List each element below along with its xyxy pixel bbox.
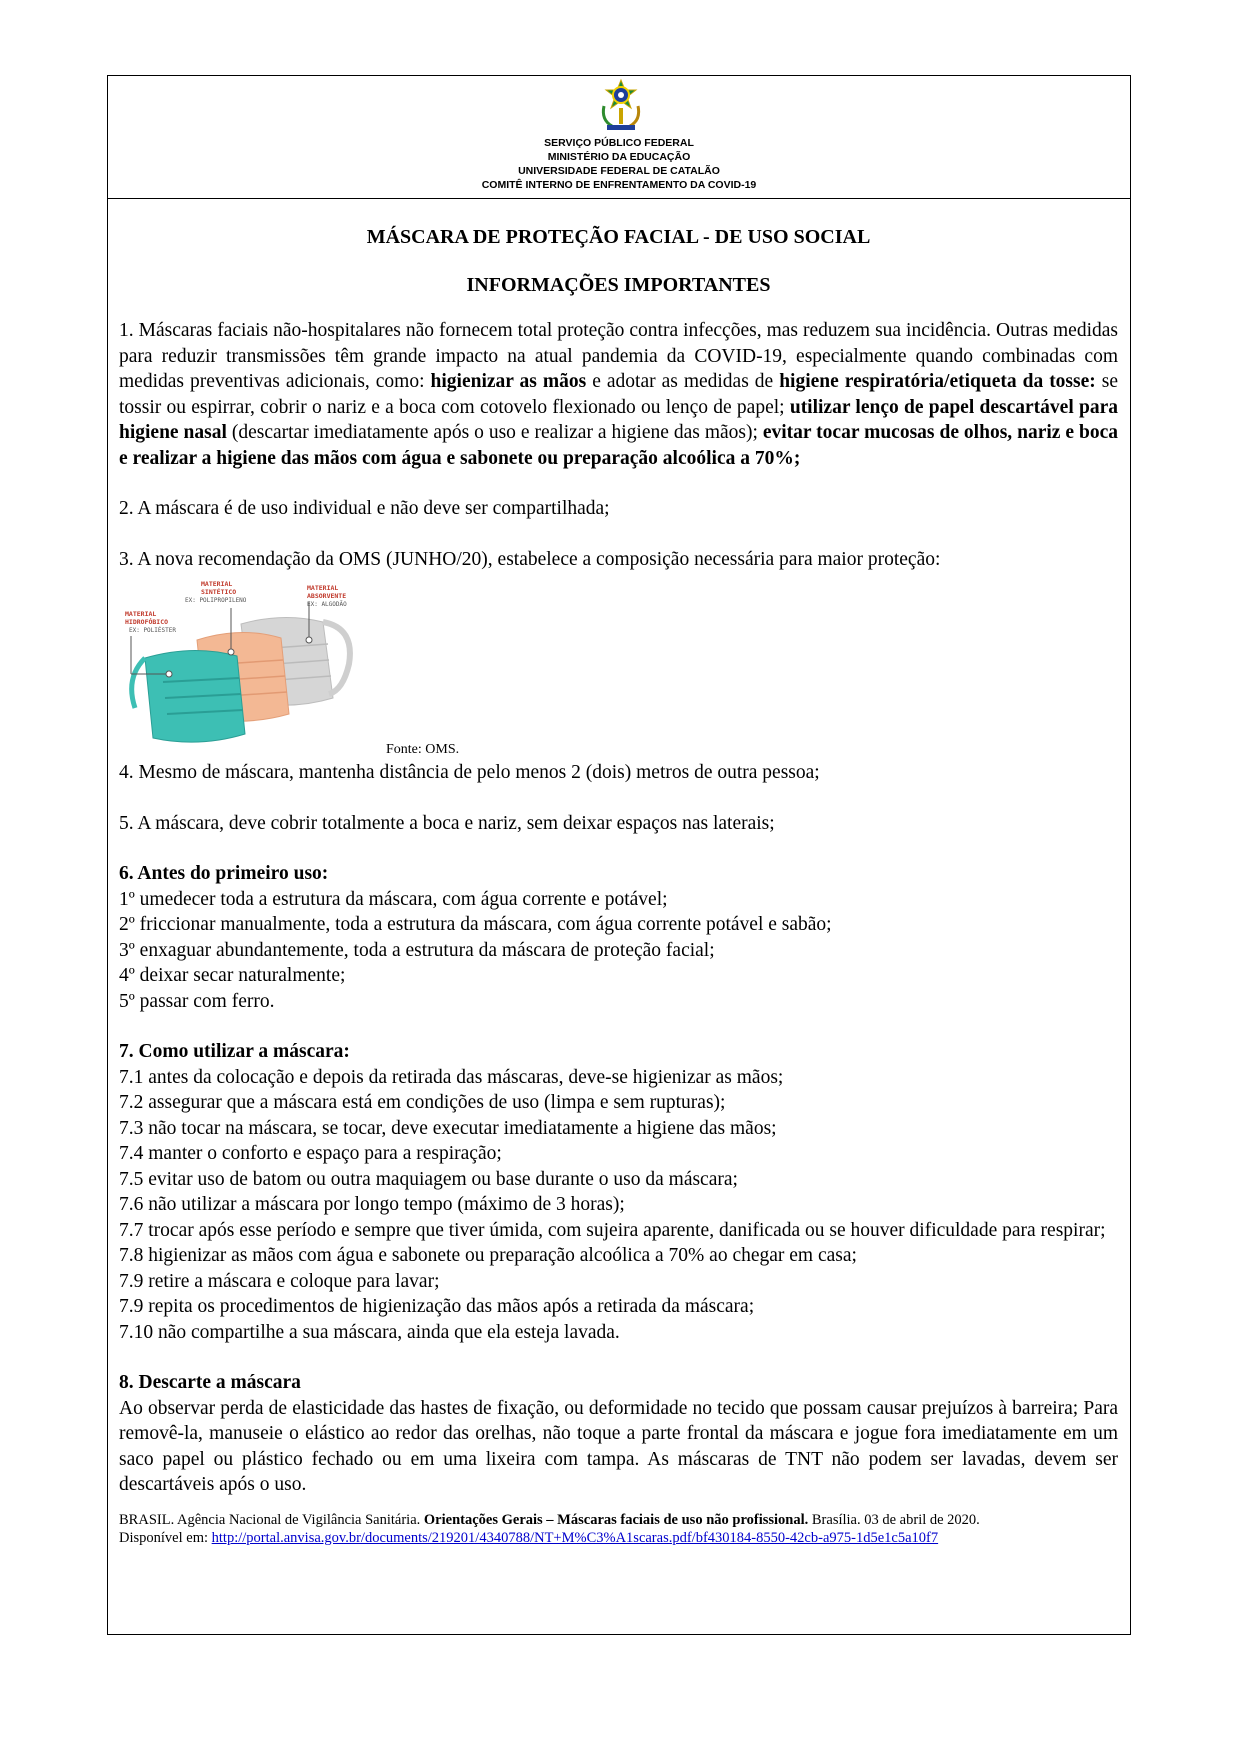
item-8-heading: 8. Descarte a máscara bbox=[119, 1372, 301, 1393]
item-7-step: 7.7 trocar após esse período e sempre que tiver úmida, com sujeira aparente, danificada ou se houver dificuldade para respirar; bbox=[119, 1219, 1106, 1241]
letterhead bbox=[108, 76, 1130, 199]
mask-layers-illustration bbox=[123, 578, 373, 760]
label-absorbent-2: ABSORVENTE bbox=[307, 592, 347, 600]
label-synthetic-2: SINTÉTICO bbox=[201, 588, 237, 596]
header-line-4: COMITÊ INTERNO DE ENFRENTAMENTO DA COVID-19 bbox=[481, 179, 757, 191]
reference-citation: BRASIL. Agência Nacional de Vigilância Sanitária. Orientações Gerais – Máscaras faciais de uso não profissional. Brasília. 03 de abril de 2020. bbox=[119, 1511, 980, 1528]
header-line-1: SERVIÇO PÚBLICO FEDERAL bbox=[544, 137, 694, 149]
label-absorbent-ex: EX: ALGODÃO bbox=[307, 601, 347, 608]
header-line-2: MINISTÉRIO DA EDUCAÇÃO bbox=[547, 151, 691, 163]
brazil-coat-of-arms-icon bbox=[598, 76, 644, 134]
mask-layers-figure bbox=[119, 578, 1118, 760]
item-6-step: 5º passar com ferro. bbox=[119, 990, 275, 1012]
label-hydrophobic-1: MATERIAL bbox=[125, 610, 157, 618]
reference-footer bbox=[119, 1511, 1118, 1547]
label-hydrophobic-2: HIDROFÓBICO bbox=[125, 618, 169, 626]
item-7-step: 7.1 antes da colocação e depois da retirada das máscaras, deve-se higienizar as mãos; bbox=[119, 1066, 784, 1088]
anvisa-link[interactable]: http://portal.anvisa.gov.br/documents/219201/4340788/NT+M%C3%A1scaras.pdf/bf430184-8550-42cb-a975-1d5e1c5a10f7 bbox=[211, 1529, 939, 1546]
item-7-step: 7.4 manter o conforto e espaço para a respiração; bbox=[119, 1143, 502, 1164]
label-synthetic-1: MATERIAL bbox=[201, 580, 233, 588]
label-hydrophobic-ex: EX: POLIÉSTER bbox=[129, 627, 176, 634]
header-line-3: UNIVERSIDADE FEDERAL DE CATALÃO bbox=[518, 165, 720, 177]
item-1-paragraph: 1. Máscaras faciais não-hospitalares não fornecem total proteção contra infecções, mas reduzem sua incidência. Outras medidas para reduzir transmissões têm grande impacto na atual pandemia da COVID-19, especialmente quando combinadas com medidas preventivas adicionais, como: higienizar as mãos e adotar as medidas de higiene respiratória/etiqueta da tosse: se tossir ou espirrar, cobrir o nariz e a boca com cotovelo flexionado ou lenço de papel; utilizar lenço de papel descartável para higiene nasal (descartar imediatamente após o uso e realizar a higiene das mãos); evitar tocar mucosas de olhos, nariz e boca e realizar a higiene das mãos com água e sabonete ou preparação alcoólica a 70%; bbox=[119, 320, 1119, 469]
item-2: 2. A máscara é de uso individual e não deve ser compartilhada; bbox=[119, 498, 610, 519]
page-frame bbox=[107, 75, 1131, 1635]
item-7-step: 7.8 higienizar as mãos com água e sabonete ou preparação alcoólica a 70% ao chegar em casa; bbox=[119, 1245, 857, 1266]
item-7-step: 7.9 repita os procedimentos de higienização das mãos após a retirada da máscara; bbox=[119, 1296, 755, 1317]
item-4: 4. Mesmo de máscara, mantenha distância de pelo menos 2 (dois) metros de outra pessoa; bbox=[119, 762, 820, 783]
item-7-step: 7.10 não compartilhe a sua máscara, ainda que ela esteja lavada. bbox=[119, 1321, 620, 1343]
reference-availability: Disponível em: http://portal.anvisa.gov.br/documents/219201/4340788/NT+M%C3%A1scaras.pdf/bf430184-8550-42cb-a975-1d5e1c5a10f7 bbox=[119, 1529, 939, 1546]
item-7-step: 7.3 não tocar na máscara, se tocar, deve executar imediatamente a higiene das mãos; bbox=[119, 1117, 777, 1139]
item-6-step: 1º umedecer toda a estrutura da máscara, com água corrente e potável; bbox=[119, 888, 668, 910]
item-6-step: 2º friccionar manualmente, toda a estrutura da máscara, com água corrente potável e sabão; bbox=[119, 914, 832, 935]
item-7-step: 7.6 não utilizar a máscara por longo tempo (máximo de 3 horas); bbox=[119, 1194, 625, 1215]
item-7-step: 7.2 assegurar que a máscara está em condições de uso (limpa e sem rupturas); bbox=[119, 1092, 726, 1113]
document-title: MÁSCARA DE PROTEÇÃO FACIAL - DE USO SOCIAL bbox=[366, 226, 871, 248]
item-7-step: 7.5 evitar uso de batom ou outra maquiagem ou base durante o uso da máscara; bbox=[119, 1168, 738, 1190]
item-8-text: Ao observar perda de elasticidade das hastes de fixação, ou deformidade no tecido que possam causar prejuízos à barreira; Para removê-la, manuseie o elástico ao redor das orelhas, não toque a parte frontal da máscara e jogue fora imediatamente em um saco papel ou plástico fechado ou em uma lixeira com tampa. As máscaras de TNT não podem ser lavadas, devem ser descartáveis após o uso. bbox=[119, 1397, 1118, 1495]
item-6-step: 4º deixar secar naturalmente; bbox=[119, 965, 346, 986]
label-synthetic-ex: EX: POLIPROPILENO bbox=[185, 597, 247, 604]
item-6-heading: 6. Antes do primeiro uso: bbox=[119, 863, 329, 884]
label-absorbent-1: MATERIAL bbox=[307, 584, 339, 592]
item-7-heading: 7. Como utilizar a máscara: bbox=[119, 1041, 350, 1062]
item-5: 5. A máscara, deve cobrir totalmente a boca e nariz, sem deixar espaços nas laterais; bbox=[119, 812, 775, 834]
item-7-step: 7.9 retire a máscara e coloque para lavar; bbox=[119, 1270, 440, 1292]
document-subtitle: INFORMAÇÕES IMPORTANTES bbox=[466, 274, 771, 296]
figure-source: Fonte: OMS. bbox=[386, 742, 460, 757]
item-3: 3. A nova recomendação da OMS (JUNHO/20), estabelece a composição necessária para maior proteção: bbox=[119, 548, 941, 570]
item-6-step: 3º enxaguar abundantemente, toda a estrutura da máscara de proteção facial; bbox=[119, 939, 715, 961]
